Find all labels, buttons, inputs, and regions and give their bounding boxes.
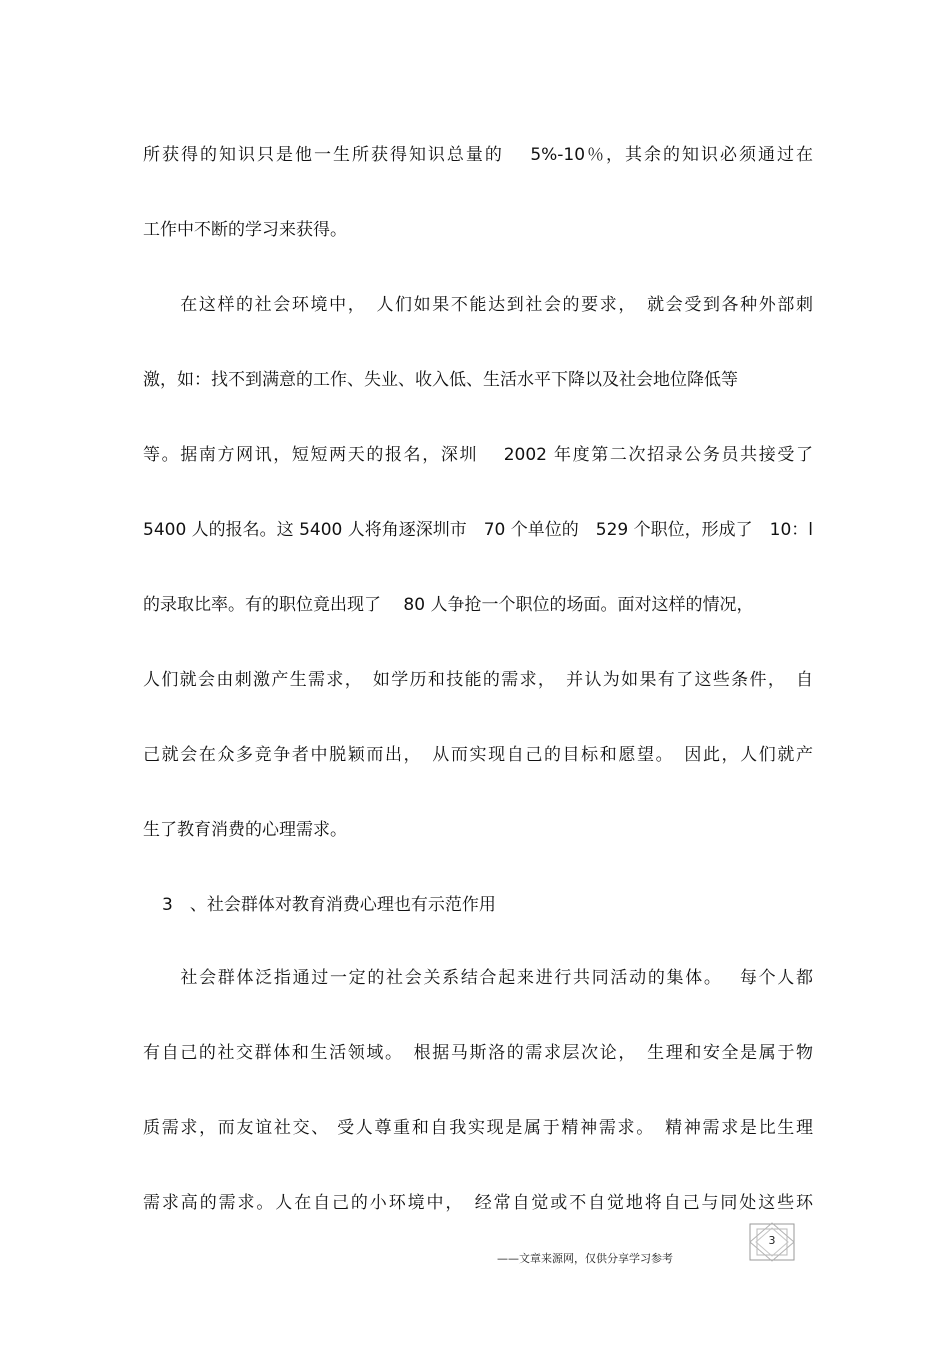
paragraph-line: 质需求，而友谊社交、 受人尊重和自我实现是属于精神需求。 精神需求是比生理 xyxy=(143,1118,813,1138)
paragraph-line: 等。据南方网讯，短短两天的报名，深圳 2002 年度第二次招录公务员共接受了 xyxy=(143,445,813,465)
paragraph-line: 所获得的知识只是他一生所获得知识总量的 5%-10％，其余的知识必须通过在 xyxy=(143,145,813,165)
paragraph-line: 己就会在众多竞争者中脱颖而出， 从而实现自己的目标和愿望。 因此，人们就产 xyxy=(143,745,813,765)
paragraph-line: 5400 人的报名。这 5400 人将角逐深圳市 70 个单位的 529 个职位，形成了 10：l xyxy=(143,520,813,540)
section-heading: 3 、社会群体对教育消费心理也有示范作用 xyxy=(162,895,496,915)
page-number: 3 xyxy=(768,1234,776,1247)
paragraph-line: 需求高的需求。人在自己的小环境中， 经常自觉或不自觉地将自己与同处这些环 xyxy=(143,1193,813,1213)
paragraph-line: 在这样的社会环境中， 人们如果不能达到社会的要求， 就会受到各种外部刺 xyxy=(143,295,813,315)
paragraph-line: 工作中不断的学习来获得。 xyxy=(143,220,347,240)
paragraph-line: 生了教育消费的心理需求。 xyxy=(143,820,347,840)
paragraph-line: 社会群体泛指通过一定的社会关系结合起来进行共同活动的集体。 每个人都 xyxy=(143,968,813,988)
paragraph-line: 有自己的社交群体和生活领域。 根据马斯洛的需求层次论， 生理和安全是属于物 xyxy=(143,1043,813,1063)
paragraph-line: 人们就会由刺激产生需求， 如学历和技能的需求， 并认为如果有了这些条件， 自 xyxy=(143,670,813,690)
paragraph-line: 的录取比率。有的职位竟出现了 80 人争抢一个职位的场面。面对这样的情况， xyxy=(143,595,754,615)
source-note: ——文章来源网，仅供分享学习参考 xyxy=(497,1252,673,1265)
page-number-badge xyxy=(748,1222,796,1262)
paragraph-line: 激，如：找不到满意的工作、失业、收入低、生活水平下降以及社会地位降低等 xyxy=(143,370,738,390)
